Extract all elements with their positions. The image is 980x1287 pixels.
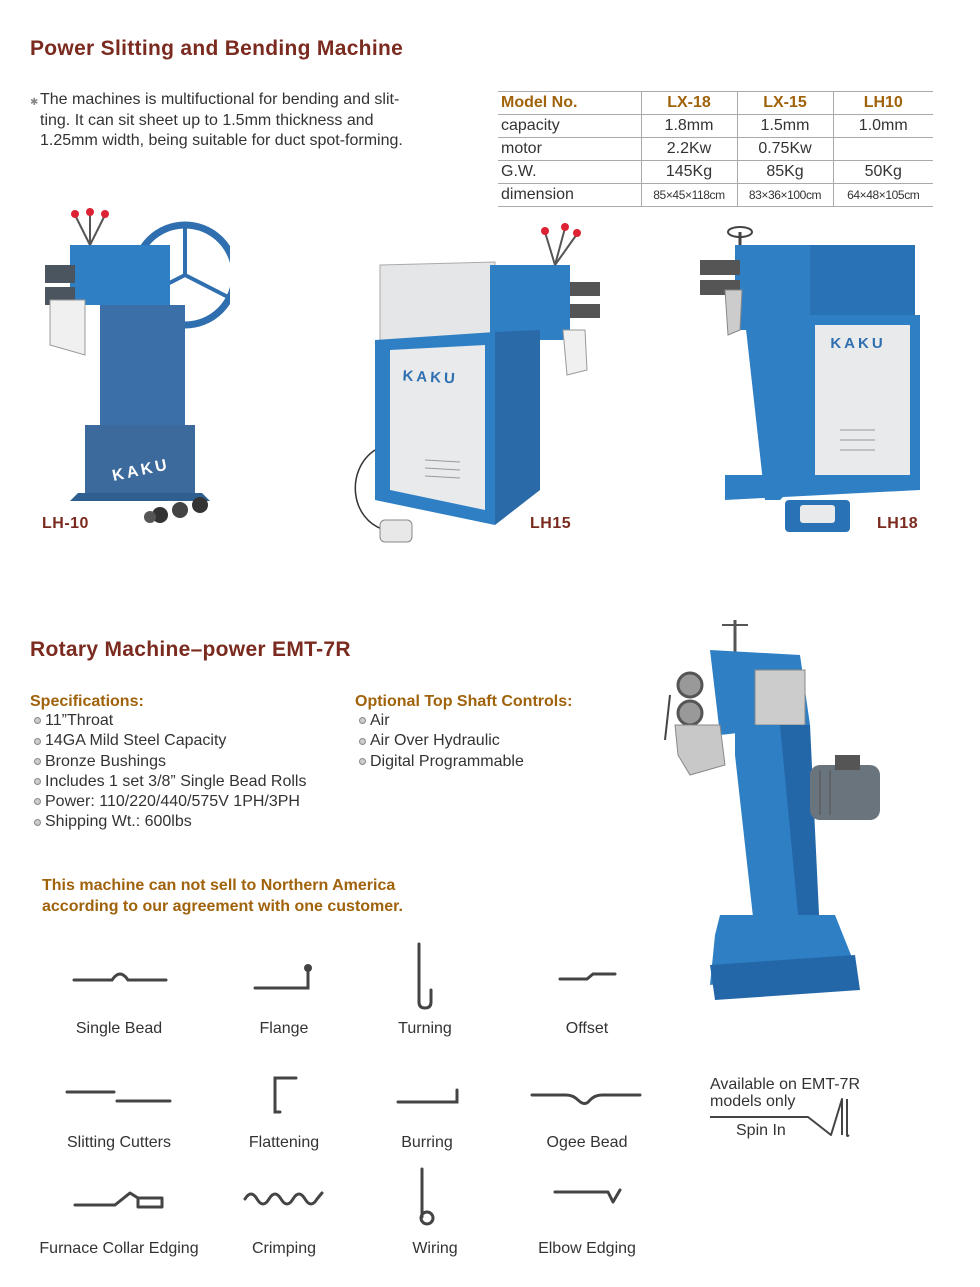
notice-line-1: This machine can not sell to Northern America bbox=[42, 877, 396, 894]
spec-cell: motor bbox=[498, 138, 641, 161]
spin-note-line-2: models only bbox=[710, 1093, 796, 1110]
lh18-label: LH18 bbox=[877, 515, 919, 532]
spin-in-label: Spin In bbox=[736, 1122, 786, 1139]
svg-text:KAKU: KAKU bbox=[110, 456, 172, 485]
lh15-machine-image bbox=[345, 220, 615, 550]
operation-label: Burring bbox=[401, 1134, 453, 1151]
svg-text:KAKU: KAKU bbox=[830, 335, 886, 352]
intro-line-3: 1.25mm width, being suitable for duct spot-forming. bbox=[40, 132, 403, 149]
operation-label: Furnace Collar Edging bbox=[39, 1240, 199, 1257]
options-block bbox=[355, 693, 635, 772]
intro-line-2: ting. It can sit sheet up to 1.5mm thickness and bbox=[40, 111, 374, 129]
bullet-icon bbox=[34, 778, 41, 785]
elbow-edging-icon bbox=[550, 1182, 625, 1212]
intro-text bbox=[30, 90, 470, 152]
spec-cell: 1.5mm bbox=[737, 115, 833, 138]
operation-label: Elbow Edging bbox=[538, 1240, 636, 1257]
spec-cell: 50Kg bbox=[833, 161, 933, 184]
lh10-label: LH-10 bbox=[42, 515, 89, 532]
spec-cell: dimension bbox=[498, 184, 641, 207]
spec-row bbox=[498, 161, 933, 184]
spec-cell: capacity bbox=[498, 115, 641, 138]
svg-text:KAKU: KAKU bbox=[402, 367, 459, 388]
flange-icon bbox=[250, 955, 330, 1000]
operation-label: Single Bead bbox=[75, 1020, 163, 1037]
notice-line-2: according to our agreement with one customer. bbox=[42, 898, 403, 915]
furnace-collar-edging-icon bbox=[70, 1185, 170, 1215]
operation-label: Flattening bbox=[248, 1134, 320, 1151]
operation-label: Ogee Bead bbox=[546, 1134, 628, 1151]
intro-line-1: The machines is multifuctional for bending and slit- bbox=[40, 91, 400, 108]
spec-cell: 0.75Kw bbox=[737, 138, 833, 161]
list-item: 14GA Mild Steel Capacity bbox=[30, 731, 360, 751]
wiring-icon bbox=[410, 1165, 440, 1230]
spec-cell: G.W. bbox=[498, 161, 641, 184]
notice-text bbox=[42, 875, 492, 917]
specifications-block bbox=[30, 693, 360, 833]
ogee-bead-icon bbox=[528, 1083, 646, 1113]
spec-cell: 1.8mm bbox=[641, 115, 737, 138]
operation-label: Slitting Cutters bbox=[66, 1134, 172, 1151]
bullet-icon bbox=[34, 798, 41, 805]
list-item: Air bbox=[355, 711, 635, 731]
burring-icon bbox=[393, 1082, 465, 1112]
operation-label: Wiring bbox=[412, 1240, 458, 1257]
bullet-icon bbox=[359, 717, 366, 724]
spec-table bbox=[498, 91, 933, 207]
spec-cell: 2.2Kw bbox=[641, 138, 737, 161]
spec-cell: 83×36×100cm bbox=[737, 184, 833, 207]
spec-cell: 145Kg bbox=[641, 161, 737, 184]
specifications-heading: Specifications: bbox=[30, 693, 144, 710]
spec-header-model: Model No. bbox=[498, 92, 641, 115]
offset-icon bbox=[555, 960, 625, 995]
spec-cell: 64×48×105cm bbox=[833, 184, 933, 207]
spec-row bbox=[498, 184, 933, 207]
emt7r-machine-image bbox=[660, 615, 900, 1005]
operation-label: Crimping bbox=[251, 1240, 316, 1257]
crimping-icon bbox=[240, 1185, 328, 1213]
lh18-machine-image bbox=[690, 220, 930, 545]
rotary-title: Rotary Machine–power EMT-7R bbox=[30, 638, 351, 661]
operation-label: Turning bbox=[398, 1020, 452, 1037]
operation-label: Offset bbox=[565, 1020, 609, 1037]
spec-cell bbox=[833, 138, 933, 161]
spin-note-line-1: Available on EMT-7R bbox=[710, 1076, 860, 1093]
bullet-icon bbox=[34, 819, 41, 826]
bullet-icon bbox=[34, 717, 41, 724]
bullet-icon bbox=[34, 758, 41, 765]
list-item: Includes 1 set 3/8” Single Bead Rolls bbox=[30, 772, 360, 792]
operation-label: Flange bbox=[259, 1020, 309, 1037]
spec-row bbox=[498, 138, 933, 161]
list-item: Power: 110/220/440/575V 1PH/3PH bbox=[30, 792, 360, 812]
single-bead-icon bbox=[70, 960, 170, 1000]
options-heading: Optional Top Shaft Controls: bbox=[355, 693, 573, 710]
spec-cell: 1.0mm bbox=[833, 115, 933, 138]
spec-cell: 85×45×118cm bbox=[641, 184, 737, 207]
list-item: Shipping Wt.: 600lbs bbox=[30, 812, 360, 832]
spec-header-lx18: LX-18 bbox=[641, 92, 737, 115]
spec-cell: 85Kg bbox=[737, 161, 833, 184]
bullet-icon bbox=[34, 738, 41, 745]
turning-icon bbox=[405, 940, 445, 1012]
slitting-cutters-icon bbox=[62, 1080, 177, 1115]
list-item: Bronze Bushings bbox=[30, 752, 360, 772]
lh15-label: LH15 bbox=[530, 515, 572, 532]
bullet-icon bbox=[359, 758, 366, 765]
flattening-icon bbox=[260, 1070, 310, 1120]
page-title: Power Slitting and Bending Machine bbox=[30, 37, 404, 60]
spec-header-lh10: LH10 bbox=[833, 92, 933, 115]
list-item: Air Over Hydraulic bbox=[355, 731, 635, 751]
list-item: Digital Programmable bbox=[355, 752, 635, 772]
spec-header-lx15: LX-15 bbox=[737, 92, 833, 115]
lh10-machine-image bbox=[30, 205, 230, 525]
bullet-icon bbox=[359, 738, 366, 745]
list-item: 11”Throat bbox=[30, 711, 360, 731]
spec-row bbox=[498, 115, 933, 138]
bullet-icon: ✱ bbox=[30, 97, 39, 108]
